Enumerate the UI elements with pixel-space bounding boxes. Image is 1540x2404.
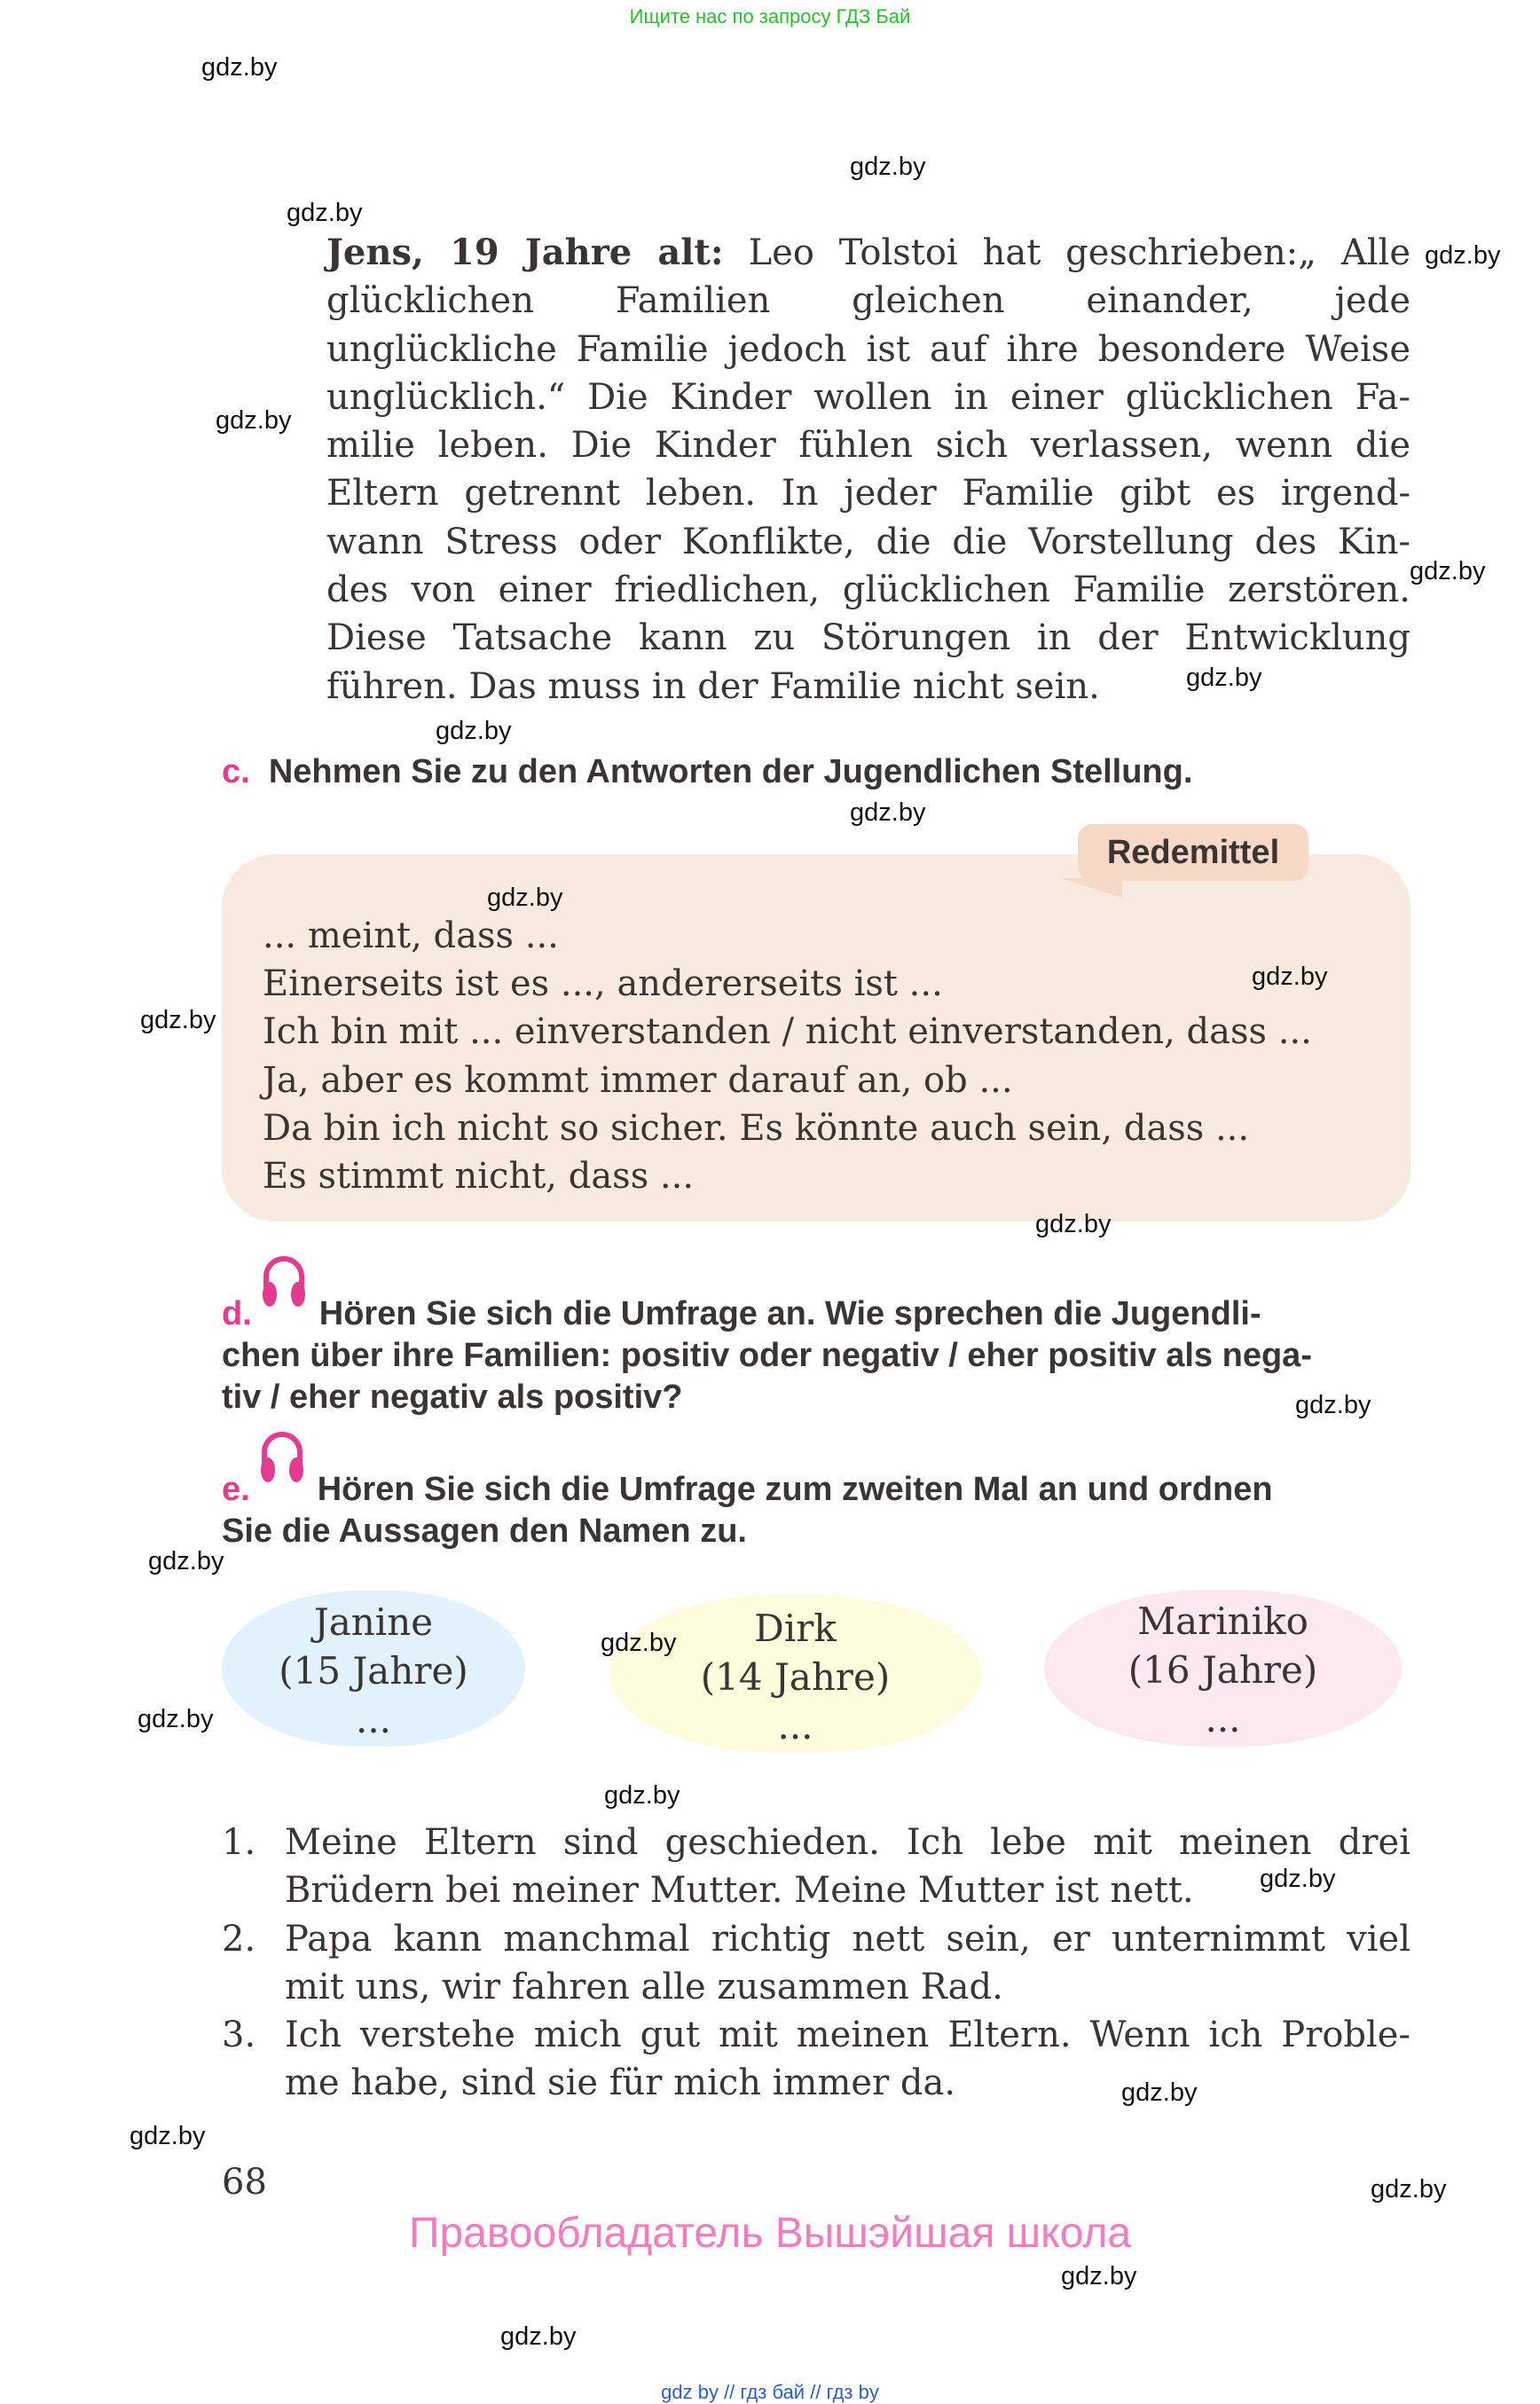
watermark: gdz.by xyxy=(500,2322,577,2351)
watermark: gdz.by xyxy=(1295,1391,1371,1419)
watermark: gdz.by xyxy=(1186,664,1262,692)
paragraph-line: milie leben. Die Kinder fühlen sich verlassen, wenn die xyxy=(326,425,1410,467)
watermark: gdz.by xyxy=(850,798,926,827)
watermark: gdz.by xyxy=(1260,1865,1336,1893)
paragraph-line: führen. Das muss in der Familie nicht sein. xyxy=(326,665,1100,707)
watermark: gdz.by xyxy=(287,199,363,227)
paragraph-line: unglücklich.“ Die Kinder wollen in einer glücklichen Fa- xyxy=(326,376,1410,418)
statement-list xyxy=(222,1819,1410,2108)
paragraph-line: unglückliche Familie jedoch ist auf ihre besondere Weise xyxy=(326,328,1410,370)
watermark: gdz.by xyxy=(140,1006,216,1034)
person-card-janine: Janine (15 Jahre) ... xyxy=(222,1591,525,1747)
watermark: gdz.by xyxy=(601,1629,677,1657)
watermark: gdz.by xyxy=(604,1781,680,1810)
paragraph-line: glücklichen Familien gleichen einander, jede xyxy=(326,280,1410,322)
paragraph-line: Diese Tatsache kann zu Störungen in der Entwicklung xyxy=(326,617,1410,659)
list-item: 2. Papa kann manchmal richtig nett sein, er unternimmt viel mit uns, wir fahren alle zusammen Rad. xyxy=(222,1918,1410,2007)
task-c xyxy=(222,751,1192,793)
watermark: gdz.by xyxy=(201,53,278,82)
task-d: d. Hören Sie sich die Umfrage an. Wie sprechen die Jugendli- chen über ihre Familien: positiv oder negativ / eher positiv als nega- tiv / eher negativ als positiv? xyxy=(222,1275,1410,1418)
task-e: e. Hören Sie sich die Umfrage zum zweiten Mal an und ordnen Sie die Aussagen den Namen zu. xyxy=(222,1450,1410,1552)
watermark: gdz.by xyxy=(130,2122,206,2150)
task-letter: c. xyxy=(222,753,250,790)
headphones-icon[interactable] xyxy=(257,1431,307,1486)
paragraph-line: Eltern getrennt leben. In jeder Familie gibt es irgend- xyxy=(326,473,1410,515)
task-letter: d. xyxy=(222,1295,252,1332)
watermark: gdz.by xyxy=(1252,962,1328,991)
list-item: 3. Ich verstehe mich gut mit meinen Eltern. Wenn ich Proble- me habe, sind sie für mich immer da. xyxy=(222,2015,1410,2104)
watermark: gdz.by xyxy=(1410,557,1486,585)
watermark: gdz.by xyxy=(1121,2078,1198,2107)
watermark: gdz.by xyxy=(216,406,292,435)
watermark: gdz.by xyxy=(1061,2262,1137,2290)
watermark: gdz.by xyxy=(487,884,563,912)
paragraph-line: wann Stress oder Konflikte, die die Vorstellung des Kin- xyxy=(326,521,1410,562)
watermark: gdz.by xyxy=(138,1705,214,1733)
watermark: gdz.by xyxy=(1035,1210,1112,1238)
phrase: Ich bin mit ... einverstanden / nicht einverstanden, dass ... xyxy=(263,1011,1312,1052)
phrase: Es stimmt nicht, dass ... xyxy=(263,1156,695,1197)
phrase: Ja, aber es kommt immer darauf an, ob ... xyxy=(263,1060,1013,1101)
phrase: ... meint, dass ... xyxy=(263,915,559,956)
watermark: gdz.by xyxy=(850,153,926,181)
paragraph-line: des von einer friedlichen, glücklichen Familie zerstören. xyxy=(326,570,1410,611)
page-number: 68 xyxy=(222,2162,267,2203)
task-letter: e. xyxy=(222,1471,250,1508)
watermark: gdz.by xyxy=(1425,241,1501,270)
phrase: Da bin ich nicht so sicher. Es könnte auch sein, dass ... xyxy=(263,1108,1250,1149)
watermark: gdz.by xyxy=(436,717,512,745)
list-item: 1. Meine Eltern sind geschieden. Ich lebe mit meinen drei Brüdern bei meiner Mutter. Meine Mutter ist nett. xyxy=(222,1822,1410,1912)
copyright-owner: Правообладатель Вышэйшая школа xyxy=(408,2210,1132,2257)
task-text: Nehmen Sie zu den Antworten der Jugendlichen Stellung. xyxy=(268,753,1193,790)
paragraph-line: Jens, 19 Jahre alt: Leo Tolstoi hat geschrieben:„ Alle xyxy=(326,232,1411,273)
speech-tail xyxy=(1060,878,1122,898)
footer-links[interactable]: gdz by // гдз бай // гдз by xyxy=(661,2381,879,2403)
headphones-icon[interactable] xyxy=(259,1255,309,1310)
phrase: Einerseits ist es ..., andererseits ist ... xyxy=(263,963,943,1004)
speaker-label: Jens, 19 Jahre alt: xyxy=(326,232,724,273)
person-card-dirk: Dirk (14 Jahre) ... xyxy=(609,1595,981,1753)
watermark: gdz.by xyxy=(1371,2175,1447,2204)
person-card-mariniko: Mariniko (16 Jahre) ... xyxy=(1044,1590,1402,1747)
redemittel-title: Redemittel xyxy=(1078,824,1308,881)
top-search-note: Ищите нас по запросу ГДЗ Бай xyxy=(629,5,911,27)
watermark: gdz.by xyxy=(148,1547,224,1575)
jens-paragraph xyxy=(326,229,1410,711)
